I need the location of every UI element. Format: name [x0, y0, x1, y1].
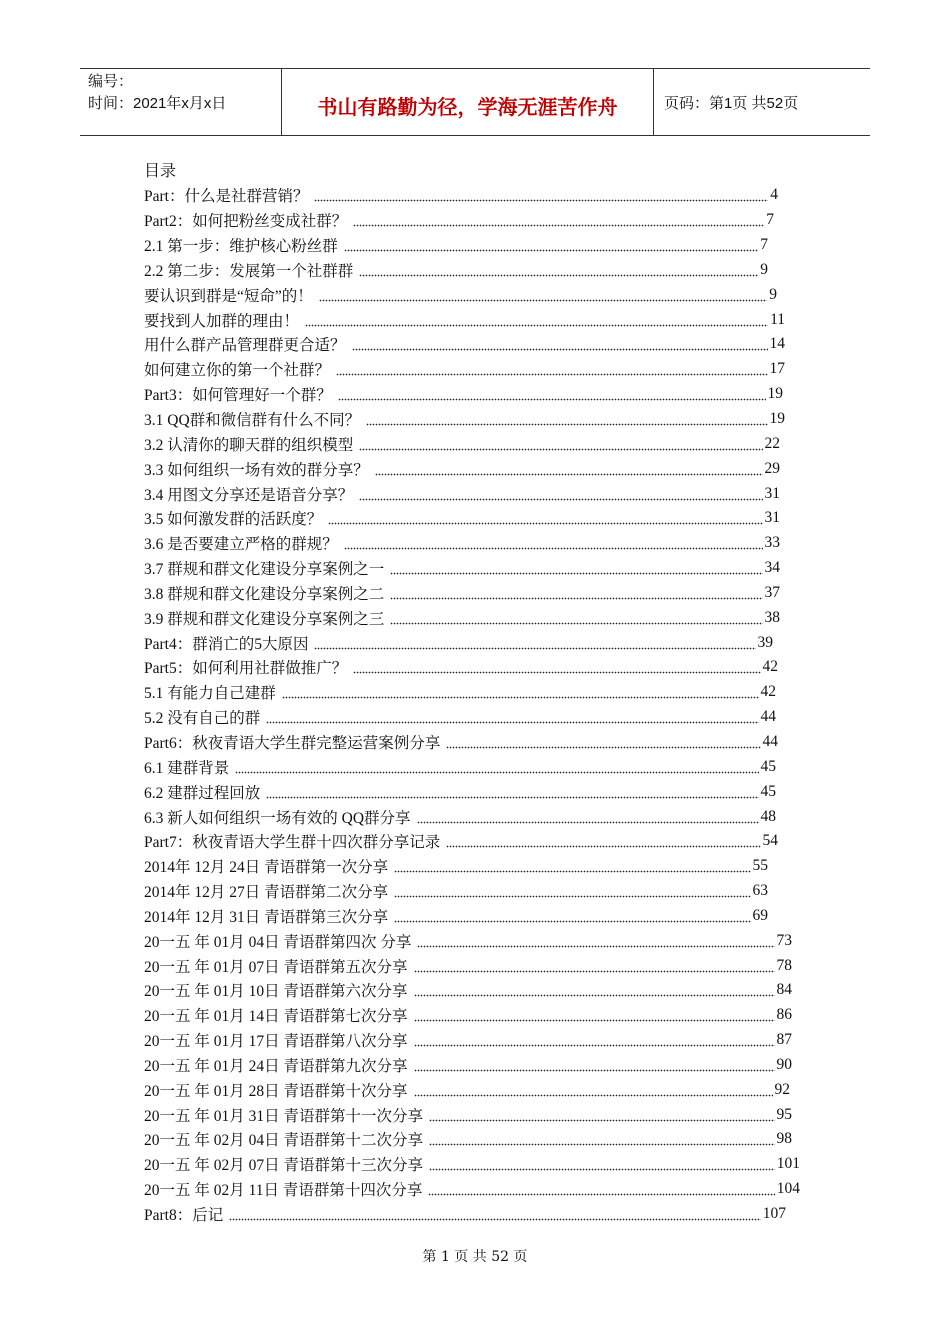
toc-entry[interactable] — [144, 456, 780, 481]
toc-entry-title: 3.7 群规和群文化建设分享案例之一 — [144, 561, 385, 579]
toc-dot-leader — [353, 658, 760, 676]
toc-dot-leader — [282, 683, 759, 701]
toc-entry-title: 20一五 年 01月 10日 青语群第六次分享 — [144, 983, 408, 1001]
toc-entry-title: 要找到人加群的理由！ — [144, 312, 300, 330]
toc-dot-leader — [414, 1056, 775, 1074]
toc-entry-page: 9 — [769, 285, 777, 303]
toc-dot-leader — [366, 410, 767, 428]
toc-entry-title: 2014年 12月 27日 青语群第二次分享 — [144, 884, 389, 902]
header-meta — [80, 69, 282, 135]
toc-entry-page: 63 — [752, 882, 768, 900]
toc-entry-title: Part7：秋夜青语大学生群十四次群分享记录 — [144, 834, 441, 852]
toc-entry[interactable] — [144, 1202, 786, 1227]
toc-dot-leader — [390, 559, 762, 577]
toc-entry-page: 11 — [770, 310, 785, 328]
toc-entry[interactable] — [144, 431, 780, 456]
toc-entry[interactable] — [144, 556, 780, 581]
toc-dot-leader — [414, 1031, 775, 1049]
toc-entry-title: Part3：如何管理好一个群？ — [144, 387, 332, 405]
toc-entry-title: 要认识到群是“短命”的！ — [144, 287, 313, 305]
toc-dot-leader — [344, 236, 758, 254]
toc-entry[interactable] — [144, 804, 776, 829]
toc-dot-leader — [375, 460, 763, 478]
toc-dot-leader — [429, 1155, 775, 1173]
toc-dot-leader — [338, 385, 766, 403]
toc-entry[interactable] — [144, 258, 768, 283]
toc-entry[interactable] — [144, 854, 768, 879]
toc-entry-page: 86 — [776, 1006, 792, 1024]
toc-dot-leader — [235, 758, 758, 776]
toc-entry-page: 7 — [766, 211, 774, 229]
toc-entry-page: 45 — [760, 782, 776, 800]
toc-entry-title: 20一五 年 01月 28日 青语群第十次分享 — [144, 1082, 408, 1100]
toc-entry-title: Part6：秋夜青语大学生群完整运营案例分享 — [144, 734, 441, 752]
toc-entry-title: 2.1 第一步：维护核心粉丝群 — [144, 238, 338, 256]
toc-entry-title: Part：什么是社群营销？ — [144, 188, 309, 206]
toc-entry-page: 34 — [764, 559, 780, 577]
toc-entry-page: 19 — [767, 385, 783, 403]
toc-dot-leader — [359, 435, 762, 453]
toc-entry-page: 69 — [752, 906, 768, 924]
toc-dot-leader — [417, 932, 774, 950]
toc-entry-title: 6.2 建群过程回放 — [144, 784, 261, 802]
toc-entry-title: 20一五 年 01月 04日 青语群第四次 分享 — [144, 933, 412, 951]
toc-entry-page: 17 — [769, 360, 785, 378]
toc-entry-title: Part4：群消亡的5大原因 — [144, 635, 309, 653]
toc-entry[interactable] — [144, 332, 785, 357]
toc-entry-title: 5.2 没有自己的群 — [144, 710, 261, 728]
toc-entry-page: 44 — [760, 708, 776, 726]
toc-dot-leader — [266, 708, 758, 726]
toc-entry-page: 90 — [776, 1055, 792, 1073]
toc-entry[interactable] — [144, 531, 780, 556]
toc-entry[interactable] — [144, 407, 785, 432]
document-time-label: 时间：2021年x月x日 — [88, 95, 227, 112]
toc-entry-page: 104 — [776, 1180, 800, 1198]
toc-entry-page: 22 — [764, 434, 780, 452]
toc-dot-leader — [353, 211, 764, 229]
toc-entry-title: 20一五 年 02月 04日 青语群第十二次分享 — [144, 1132, 424, 1150]
toc-entry[interactable] — [144, 1028, 792, 1053]
toc-dot-leader — [344, 534, 763, 552]
toc-entry-title: Part8：后记 — [144, 1207, 224, 1225]
toc-entry[interactable] — [144, 282, 777, 307]
toc-entry-title: 3.9 群规和群文化建设分享案例之三 — [144, 610, 385, 628]
toc-entry-page: 19 — [769, 410, 785, 428]
toc-dot-leader — [390, 609, 762, 627]
toc-entry-title: 3.6 是否要建立严格的群规？ — [144, 536, 338, 554]
table-of-contents — [144, 183, 804, 1226]
toc-dot-leader — [446, 832, 760, 850]
toc-entry-title: 2014年 12月 24日 青语群第一次分享 — [144, 859, 389, 877]
toc-entry[interactable] — [144, 357, 785, 382]
toc-entry-page: 44 — [762, 732, 778, 750]
toc-entry[interactable] — [144, 730, 778, 755]
toc-entry[interactable] — [144, 481, 780, 506]
toc-entry-title: 20一五 年 01月 07日 青语群第五次分享 — [144, 958, 408, 976]
toc-entry-title: Part5：如何利用社群做推广？ — [144, 660, 348, 678]
toc-dot-leader — [305, 311, 768, 329]
toc-entry[interactable] — [144, 605, 780, 630]
toc-entry-page: 9 — [760, 260, 768, 278]
toc-entry-page: 98 — [776, 1130, 792, 1148]
toc-title: 目录 — [144, 163, 177, 180]
toc-entry-page: 31 — [764, 509, 780, 527]
toc-entry[interactable] — [144, 779, 776, 804]
toc-entry[interactable] — [144, 879, 768, 904]
toc-entry-page: 39 — [757, 633, 773, 651]
toc-entry-page: 45 — [760, 757, 776, 775]
toc-entry-page: 42 — [760, 683, 776, 701]
toc-dot-leader — [319, 286, 767, 304]
toc-entry[interactable] — [144, 903, 768, 928]
toc-entry-title: 20一五 年 01月 31日 青语群第十一次分享 — [144, 1107, 424, 1125]
toc-entry-title: 3.5 如何激发群的活跃度？ — [144, 511, 323, 529]
toc-entry-page: 48 — [760, 807, 776, 825]
toc-entry[interactable] — [144, 928, 792, 953]
toc-entry-page: 37 — [764, 583, 780, 601]
document-number-label: 编号： — [88, 73, 134, 90]
toc-dot-leader — [359, 485, 762, 503]
toc-entry-page: 55 — [752, 857, 768, 875]
toc-entry-page: 54 — [762, 832, 778, 850]
toc-dot-leader — [394, 907, 750, 925]
toc-entry[interactable] — [144, 233, 768, 258]
toc-entry[interactable] — [144, 581, 780, 606]
toc-entry-title: 3.8 群规和群文化建设分享案例之二 — [144, 585, 385, 603]
toc-entry-title: 如何建立你的第一个社群？ — [144, 362, 331, 380]
toc-dot-leader — [414, 1081, 773, 1099]
toc-entry-page: 101 — [776, 1155, 800, 1173]
toc-entry[interactable] — [144, 829, 778, 854]
toc-entry[interactable] — [144, 506, 780, 531]
toc-entry-page: 31 — [764, 484, 780, 502]
toc-entry-page: 95 — [776, 1105, 792, 1123]
toc-entry-title: 3.3 如何组织一场有效的群分享？ — [144, 461, 369, 479]
toc-entry[interactable] — [144, 1077, 790, 1102]
toc-entry-page: 107 — [762, 1205, 786, 1223]
toc-entry-title: 20一五 年 01月 24日 青语群第九次分享 — [144, 1057, 408, 1075]
toc-entry-page: 4 — [770, 186, 778, 204]
toc-dot-leader — [394, 882, 750, 900]
page-footer: 第 1 页 共 52 页 — [422, 1249, 528, 1265]
toc-entry[interactable] — [144, 978, 792, 1003]
toc-entry-page: 78 — [776, 956, 792, 974]
toc-entry-title: 6.3 新人如何组织一场有效的 QQ群分享 — [144, 809, 411, 827]
toc-entry-page: 29 — [764, 459, 780, 477]
toc-dot-leader — [390, 584, 762, 602]
toc-entry-title: 20一五 年 02月 11日 青语群第十四次分享 — [144, 1182, 423, 1200]
toc-entry-title: 20一五 年 02月 07日 青语群第十三次分享 — [144, 1157, 424, 1175]
toc-entry-page: 33 — [764, 534, 780, 552]
toc-entry[interactable] — [144, 1177, 800, 1202]
toc-entry[interactable] — [144, 382, 783, 407]
toc-entry-page: 92 — [774, 1080, 790, 1098]
toc-entry[interactable] — [144, 1152, 800, 1177]
toc-entry[interactable] — [144, 705, 776, 730]
toc-entry[interactable] — [144, 208, 774, 233]
toc-dot-leader — [359, 261, 758, 279]
toc-entry-page: 7 — [760, 236, 768, 254]
toc-entry-page: 73 — [776, 931, 792, 949]
toc-entry[interactable] — [144, 754, 776, 779]
toc-entry[interactable] — [144, 1102, 792, 1127]
toc-entry-title: 2014年 12月 31日 青语群第三次分享 — [144, 908, 389, 926]
toc-entry-page: 42 — [762, 658, 778, 676]
toc-dot-leader — [414, 981, 775, 999]
toc-entry[interactable] — [144, 1053, 792, 1078]
toc-dot-leader — [352, 335, 768, 353]
toc-entry-title: Part2：如何把粉丝变成社群？ — [144, 213, 348, 231]
header-motto: 书山有路勤为径，学海无涯苦作舟 — [282, 69, 654, 135]
toc-dot-leader — [414, 957, 775, 975]
toc-dot-leader — [446, 733, 760, 751]
toc-dot-leader — [414, 1006, 775, 1024]
toc-dot-leader — [336, 360, 767, 378]
toc-dot-leader — [229, 1205, 761, 1223]
toc-entry[interactable] — [144, 1003, 792, 1028]
toc-entry-title: 3.2 认清你的聊天群的组织模型 — [144, 436, 354, 454]
toc-entry-title: 2.2 第二步：发展第一个社群群 — [144, 262, 354, 280]
toc-entry-title: 6.1 建群背景 — [144, 759, 230, 777]
toc-dot-leader — [314, 634, 755, 652]
toc-entry[interactable] — [144, 655, 778, 680]
toc-entry-page: 14 — [769, 335, 785, 353]
toc-entry-page: 38 — [764, 608, 780, 626]
page-header — [80, 68, 870, 136]
toc-entry-title: 20一五 年 01月 17日 青语群第八次分享 — [144, 1033, 408, 1051]
toc-dot-leader — [417, 808, 759, 826]
toc-dot-leader — [429, 1106, 774, 1124]
toc-dot-leader — [266, 783, 758, 801]
toc-entry[interactable] — [144, 630, 773, 655]
toc-entry-page: 87 — [776, 1031, 792, 1049]
toc-dot-leader — [428, 1180, 774, 1198]
toc-entry-title: 20一五 年 01月 14日 青语群第七次分享 — [144, 1008, 408, 1026]
toc-dot-leader — [314, 186, 768, 204]
toc-entry-page: 84 — [776, 981, 792, 999]
toc-dot-leader — [328, 509, 762, 527]
header-page-label: 页码：第1页 共52页 — [664, 94, 799, 112]
toc-entry-title: 3.1 QQ群和微信群有什么不同？ — [144, 412, 361, 430]
toc-entry-title: 5.1 有能力自己建群 — [144, 685, 276, 703]
toc-entry[interactable] — [144, 1127, 792, 1152]
toc-dot-leader — [394, 857, 750, 875]
toc-entry-title: 用什么群产品管理群更合适？ — [144, 337, 346, 355]
toc-dot-leader — [429, 1130, 774, 1148]
toc-entry[interactable] — [144, 307, 785, 332]
toc-entry[interactable] — [144, 183, 778, 208]
toc-entry[interactable] — [144, 680, 776, 705]
toc-entry-title: 3.4 用图文分享还是语音分享？ — [144, 486, 354, 504]
toc-entry[interactable] — [144, 953, 792, 978]
